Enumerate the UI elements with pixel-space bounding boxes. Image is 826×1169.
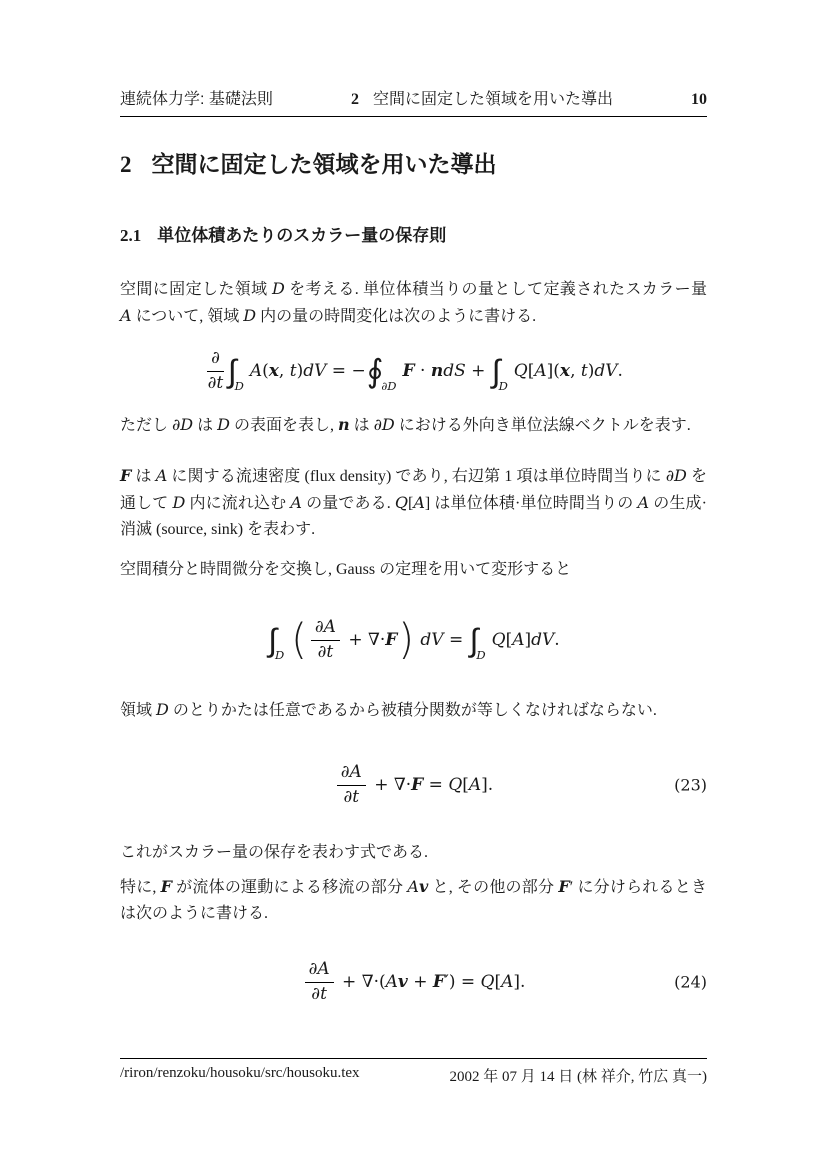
text-segment: + ∇·(: [336, 972, 386, 992]
text-segment: x: [268, 361, 279, 381]
text-segment: [: [494, 972, 502, 992]
integral-operator: [268, 621, 289, 662]
text-segment: .: [617, 361, 623, 381]
paragraph-gauss-theorem: [120, 557, 707, 583]
text-segment: D: [217, 415, 230, 434]
paragraph-surface-normal: [120, 412, 707, 439]
text-segment: が流体の運動による移流の部分: [172, 879, 408, 896]
text-segment: D: [156, 700, 169, 719]
equation-body: [334, 763, 493, 807]
text-segment: F: [385, 630, 398, 650]
text-segment: [: [462, 775, 469, 795]
text-segment: D: [243, 306, 257, 325]
fraction-denominator: ∂t: [317, 641, 334, 662]
fraction: [337, 763, 366, 807]
text-segment: は: [349, 417, 374, 434]
fraction-denominator: ∂t: [207, 372, 224, 393]
footer-source-path: /riron/renzoku/housoku/src/housoku.tex: [120, 1065, 360, 1081]
text-segment: A: [120, 306, 132, 325]
integral-subscript: D: [234, 379, 244, 393]
fraction-numerator: ∂A: [305, 960, 334, 983]
contour-integral-symbol: ∮: [366, 352, 384, 390]
text-segment: ): [587, 361, 595, 381]
text-segment: A: [637, 493, 650, 512]
text-segment: ]: [424, 495, 431, 512]
text-segment: + ∇·: [342, 630, 386, 650]
text-segment: における外向き単位法線ベクトルを表す.: [394, 417, 691, 434]
integral-symbol: ∫: [469, 621, 479, 659]
fraction-numerator: ∂A: [337, 763, 366, 786]
fraction-denominator: ∂t: [343, 786, 360, 807]
fraction: [207, 349, 224, 393]
text-segment: A: [407, 877, 419, 896]
text-segment: A: [249, 361, 263, 381]
section-number: 2: [120, 152, 132, 177]
equation-body: [302, 960, 526, 1004]
text-segment: は単位体積·単位時間当りの: [430, 495, 638, 512]
text-segment: の表面を表し,: [229, 417, 338, 434]
fraction-denominator: ∂t: [311, 983, 327, 1004]
text-segment: dV: [303, 361, 327, 381]
fraction: [311, 618, 340, 662]
big-parenthesis: ): [398, 615, 414, 665]
integral-operator: [227, 352, 249, 393]
header-section-title: 空間に固定した領域を用いた導出: [372, 91, 613, 108]
text-segment: v: [397, 972, 408, 992]
equation-24: [120, 955, 707, 1009]
integral-subscript: ∂D: [381, 379, 397, 393]
text-segment: Q: [491, 630, 506, 650]
page-number: 10: [690, 91, 707, 108]
text-segment: [: [505, 630, 513, 650]
running-footer: [120, 1058, 707, 1086]
text-segment: +: [407, 972, 433, 992]
text-segment: に関する流速密度 (flux density) であり, 右辺第 1 項は単位時間当りに: [167, 468, 666, 485]
text-segment: の量である.: [301, 495, 395, 512]
text-segment: 空間に固定した領域: [120, 281, 272, 298]
equation-number: (23): [674, 775, 707, 795]
section-heading: [120, 146, 707, 179]
text-segment: Q: [513, 361, 528, 381]
text-segment: を考える. 単位体積当りの量として定義されたスカラー量: [284, 281, 707, 298]
text-segment: + ∇·: [368, 775, 412, 795]
paragraph-conservation: [120, 840, 707, 866]
text-segment: 特に,: [120, 879, 161, 896]
text-segment: のとりかたは任意であるから被積分関数が等しくなければならない.: [168, 702, 657, 719]
text-segment: A: [512, 630, 525, 650]
text-segment: F: [432, 972, 445, 992]
fraction: [305, 960, 334, 1004]
paragraph-intro: [120, 276, 707, 330]
text-segment: ].: [481, 775, 494, 795]
integral-subscript: D: [476, 648, 486, 662]
integral-operator: [491, 352, 513, 393]
text-segment: F: [160, 877, 172, 896]
equation-body: [204, 349, 623, 393]
text-segment: A: [501, 972, 514, 992]
text-segment: 領域: [120, 702, 157, 719]
text-segment: Q: [448, 775, 463, 795]
header-section-number: 2: [350, 91, 359, 108]
text-segment: の生成·消滅 (source, sink) を表わす.: [120, 495, 707, 538]
text-segment: F: [558, 877, 570, 896]
header-doc-title: 連続体力学: 基礎法則: [120, 91, 273, 108]
text-segment: +: [465, 361, 491, 381]
text-segment: ) =: [448, 972, 481, 992]
text-segment: n: [430, 361, 444, 381]
text-segment: ∂D: [373, 415, 395, 434]
text-segment: について, 領域: [131, 308, 244, 325]
text-segment: ∂D: [665, 466, 687, 485]
text-segment: A: [155, 466, 168, 485]
footer-date-authors: 2002 年 07 月 14 日 (林 祥介, 竹広 真一): [449, 1069, 707, 1085]
text-segment: t: [580, 361, 588, 381]
text-segment: ∂D: [172, 415, 194, 434]
text-segment: A: [468, 775, 482, 795]
text-segment: .: [554, 630, 560, 650]
equation-flux-balance: [120, 344, 707, 398]
text-segment: F: [120, 466, 132, 485]
equation-body: [267, 615, 560, 665]
text-segment: と, その他の部分: [428, 879, 559, 896]
text-segment: dV: [531, 630, 555, 650]
subsection-heading: [120, 221, 707, 246]
text-segment: ′: [444, 972, 449, 992]
text-segment: ].: [513, 972, 526, 992]
fraction-numerator: ∂A: [311, 618, 340, 641]
text-segment: ](: [546, 361, 560, 381]
integral-subscript: D: [275, 648, 285, 662]
text-segment: v: [418, 877, 429, 896]
subsection-title: 単位体積あたりのスカラー量の保存則: [157, 226, 447, 245]
text-segment: (: [262, 361, 269, 381]
text-segment: ′: [569, 879, 574, 896]
equation-number: (24): [674, 972, 707, 992]
text-segment: 内の量の時間変化は次のように書ける.: [256, 308, 537, 325]
text-segment: ): [296, 361, 304, 381]
text-segment: dS: [443, 361, 466, 381]
text-segment: D: [271, 279, 285, 298]
integral-symbol: ∫: [227, 352, 237, 390]
text-segment: Q: [394, 493, 409, 512]
text-segment: dV: [594, 361, 618, 381]
header-section-label: [351, 86, 613, 109]
text-segment: =: [423, 775, 449, 795]
text-segment: ]: [524, 630, 532, 650]
text-segment: A: [413, 493, 425, 512]
text-segment: [: [408, 495, 414, 512]
text-segment: F: [411, 775, 424, 795]
subsection-number: 2.1: [120, 226, 142, 245]
integral-operator: [366, 352, 402, 393]
text-segment: ·: [414, 361, 431, 381]
text-segment: t: [289, 361, 297, 381]
text-segment: A: [290, 493, 302, 512]
integral-symbol: ∫: [491, 352, 501, 390]
integral-symbol: ∫: [268, 621, 278, 659]
text-segment: ,: [570, 361, 581, 381]
text-segment: A: [534, 361, 547, 381]
integral-operator: [469, 621, 491, 662]
text-segment: D: [172, 493, 186, 512]
text-segment: Q: [480, 972, 495, 992]
paragraph-advection-split: [120, 874, 707, 927]
text-segment: [: [527, 361, 535, 381]
text-segment: F: [402, 361, 415, 381]
paragraph-flux-density: [120, 463, 707, 543]
running-header: [120, 86, 707, 117]
text-segment: 空間積分と時間微分を交換し, Gauss の定理を用いて変形すると: [120, 561, 572, 578]
text-segment: dV: [420, 630, 444, 650]
fraction-numerator: ∂: [207, 349, 224, 372]
text-segment: 内に流れ込む: [185, 495, 291, 512]
paragraph-arbitrary-domain: [120, 697, 707, 724]
section-title: 空間に固定した領域を用いた導出: [151, 151, 497, 177]
text-segment: に分けられるときは次のように書ける.: [120, 879, 707, 922]
equation-23: [120, 758, 707, 812]
text-segment: は: [131, 468, 156, 485]
integral-subscript: D: [498, 379, 508, 393]
text-segment: ただし: [120, 417, 173, 434]
text-segment: を通して: [120, 468, 707, 512]
text-segment: n: [337, 415, 350, 434]
text-segment: これがスカラー量の保存を表わす式である.: [120, 844, 429, 861]
text-segment: x: [559, 361, 571, 381]
text-segment: ,: [278, 361, 290, 381]
text-segment: A: [385, 972, 398, 992]
big-parenthesis: (: [291, 615, 307, 665]
page-content: [120, 0, 707, 1009]
text-segment: は: [193, 417, 218, 434]
equation-gauss-form: [120, 607, 707, 673]
text-segment: = −: [326, 361, 366, 381]
text-segment: =: [443, 630, 469, 650]
